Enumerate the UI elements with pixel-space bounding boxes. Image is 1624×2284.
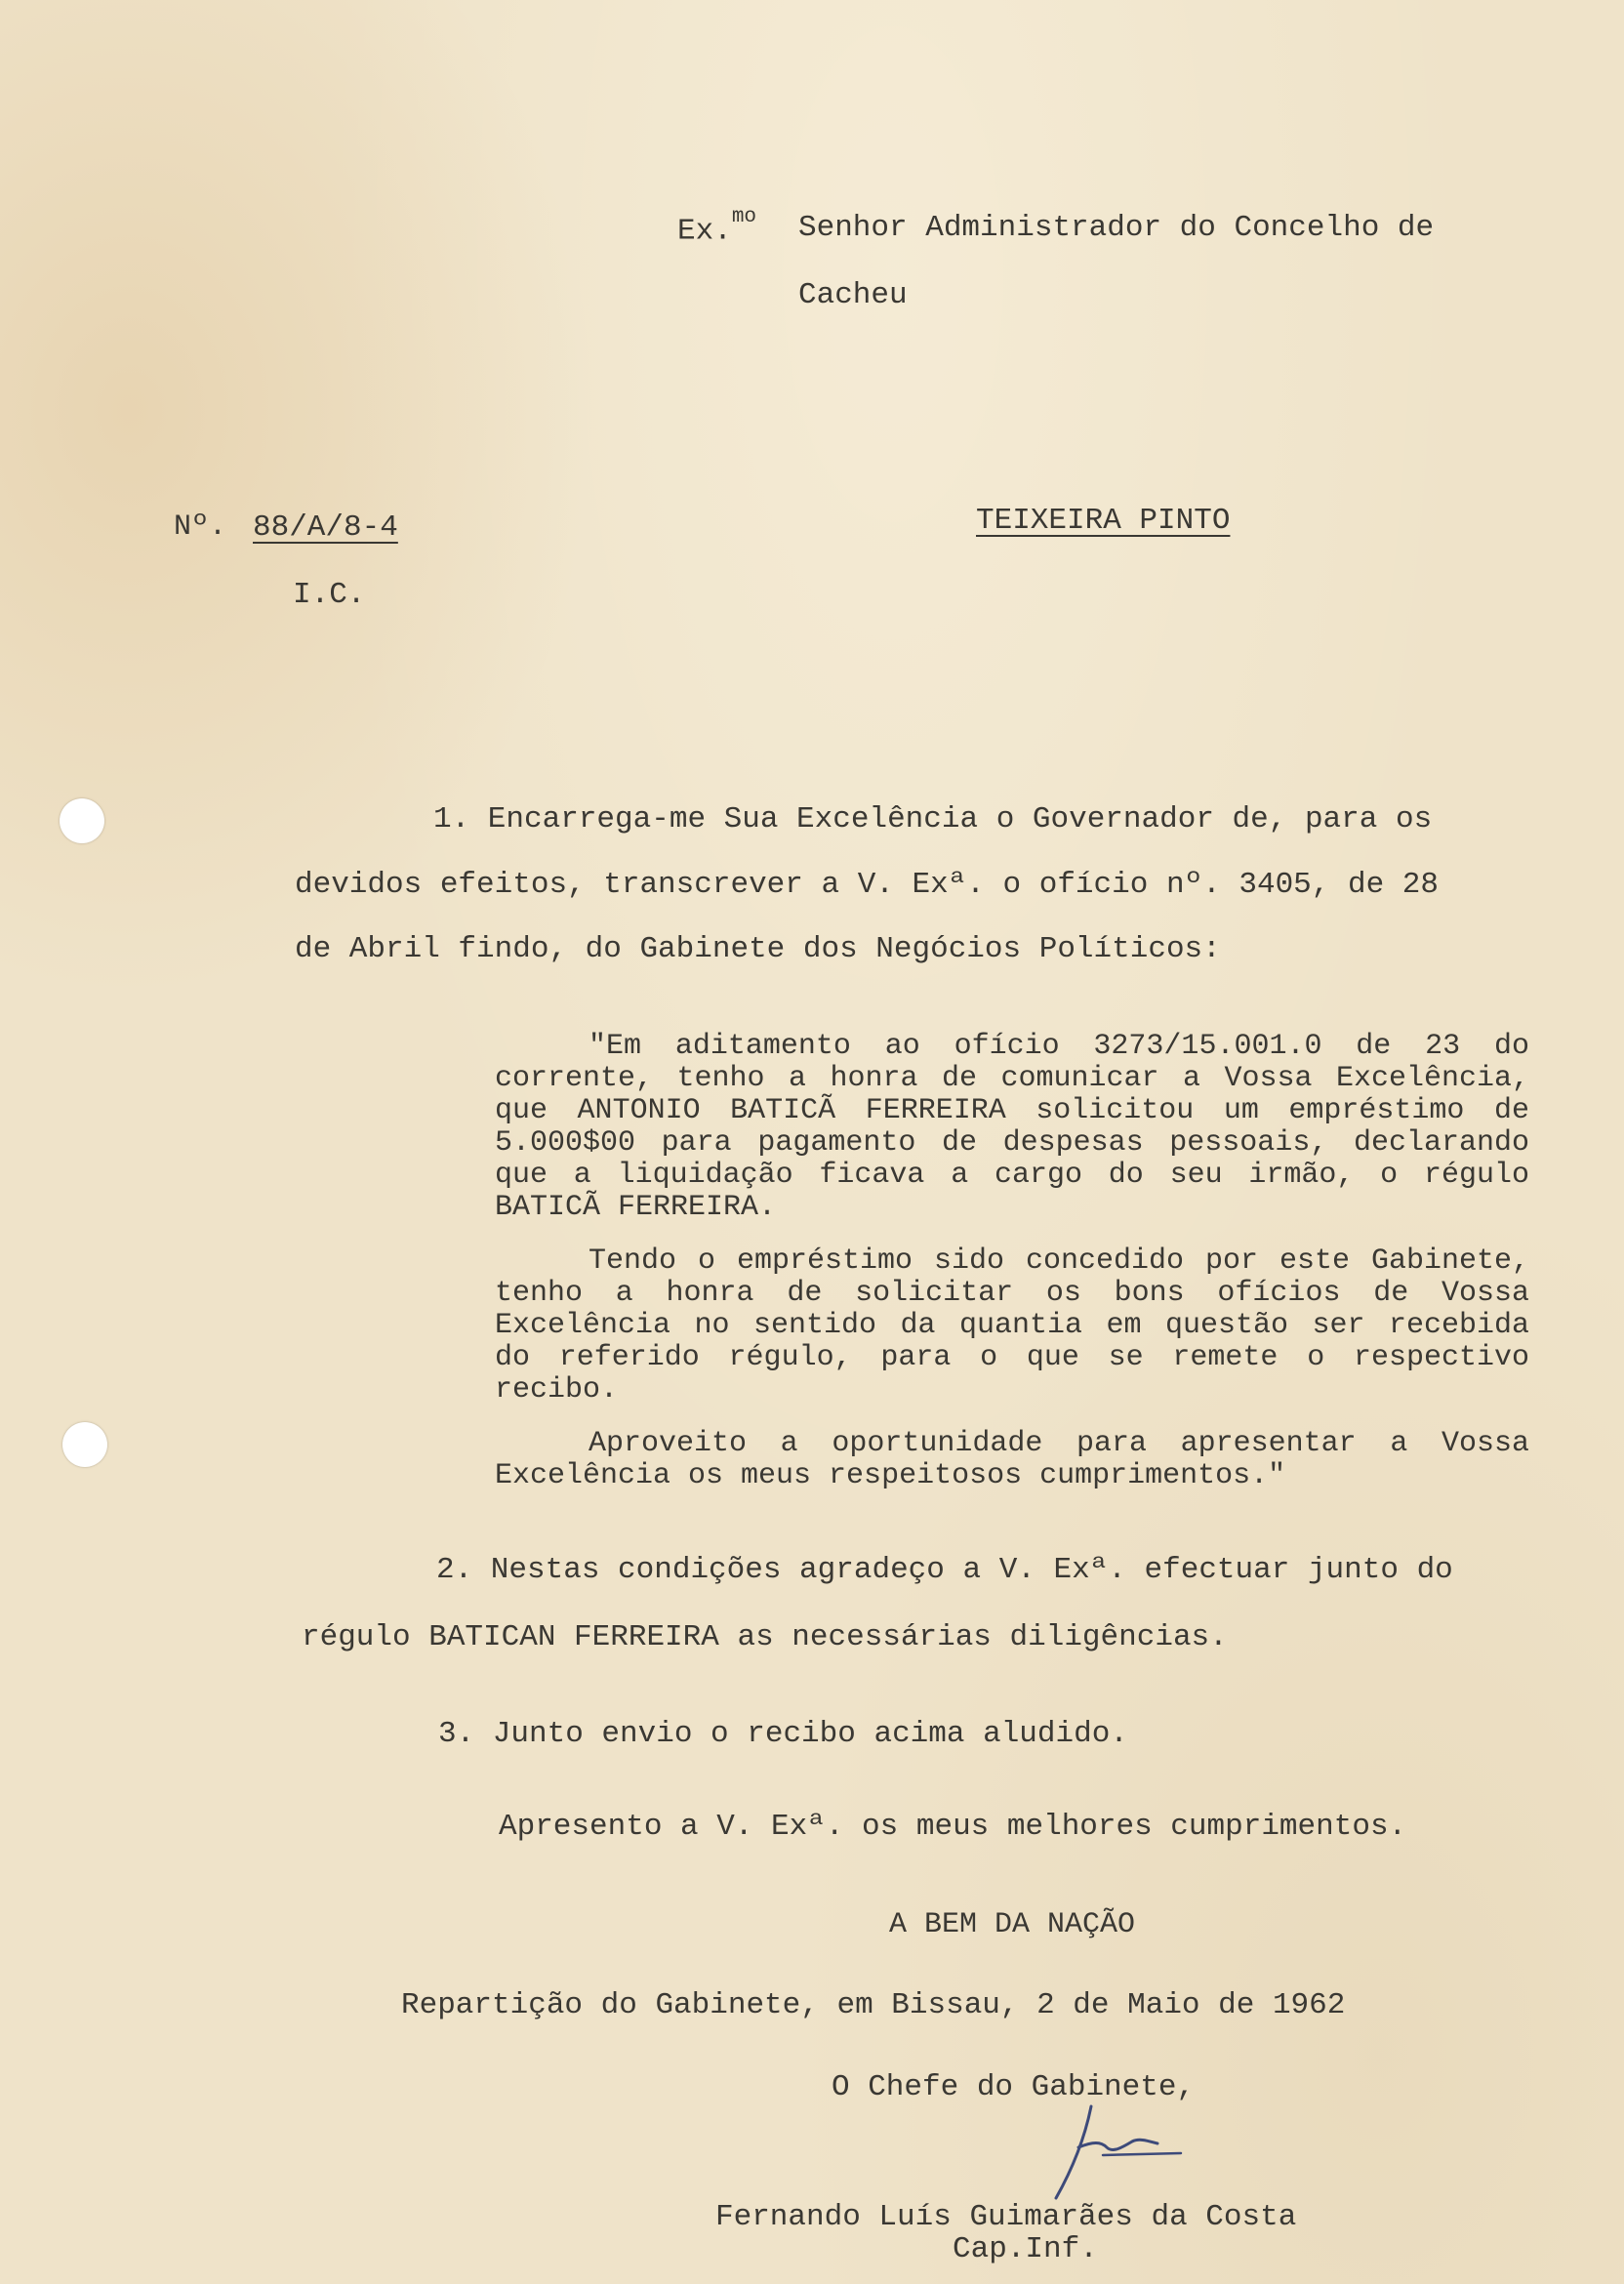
quoted-paragraph-2: Tendo o empréstimo sido concedido por este Gabinete, tenho a honra de solicitar os bons ofícios de Vossa Excelência no sentido da quantia em questão ser recebida do referido régulo, para o que se remete o respectivo recibo.: [495, 1244, 1529, 1407]
punch-hole-top: [60, 798, 104, 843]
signatory-name: Fernando Luís Guimarães da Costa: [715, 2200, 1297, 2234]
salutation-superscript: mo: [731, 206, 757, 228]
signatory-role: O Chefe do Gabinete,: [832, 2070, 1196, 2104]
punch-hole-bottom: [62, 1422, 107, 1467]
place-date: Repartição do Gabinete, em Bissau, 2 de Maio de 1962: [401, 1988, 1346, 2022]
reference-number: 88/A/8-4: [253, 510, 398, 545]
motto: A BEM DA NAÇÃO: [889, 1908, 1136, 1941]
reference-number-label: Nº.: [174, 510, 227, 544]
quoted-paragraph-3: Aproveito a oportunidade para apresentar a Vossa Excelência os meus respeitosos cumprimentos.": [495, 1427, 1529, 1492]
signature-scribble: [1035, 2099, 1220, 2206]
addressee-line-2: Cacheu: [798, 278, 908, 312]
paragraph-1-line-3: de Abril findo, do Gabinete dos Negócios Políticos:: [295, 932, 1221, 966]
paragraph-2-line-1: 2. Nestas condições agradeço a V. Exª. efectuar junto do: [436, 1553, 1453, 1587]
reference-code: I.C.: [293, 578, 366, 612]
paragraph-1-line-2: devidos efeitos, transcrever a V. Exª. o ofício nº. 3405, de 28: [295, 868, 1439, 902]
addressee-salutation: Ex.$^{mo}$: [677, 206, 757, 249]
addressee-line-1: Senhor Administrador do Concelho de: [798, 211, 1435, 245]
paragraph-3: 3. Junto envio o recibo acima aludido.: [438, 1717, 1128, 1751]
quoted-letter: [495, 1031, 1529, 1492]
paragraph-2-line-2: régulo BATICAN FERREIRA as necessárias diligências.: [302, 1620, 1228, 1654]
quoted-paragraph-1: "Em aditamento ao ofício 3273/15.001.0 de 23 do corrente, tenho a honra de comunicar a Vossa Excelência, que ANTONIO BATICÃ FERREIRA solicitou um empréstimo de 5.000$00 para pagamento de despesas pessoais, declarando que a liquidação ficava a cargo do seu irmão, o régulo BATICÃ FERREIRA.: [495, 1030, 1529, 1224]
paragraph-1-line-1: 1. Encarrega-me Sua Excelência o Governador de, para os: [433, 802, 1433, 836]
closing-greeting: Apresento a V. Exª. os meus melhores cumprimentos.: [499, 1810, 1407, 1844]
reference-place: TEIXEIRA PINTO: [976, 504, 1231, 538]
signatory-rank: Cap.Inf.: [953, 2232, 1098, 2266]
